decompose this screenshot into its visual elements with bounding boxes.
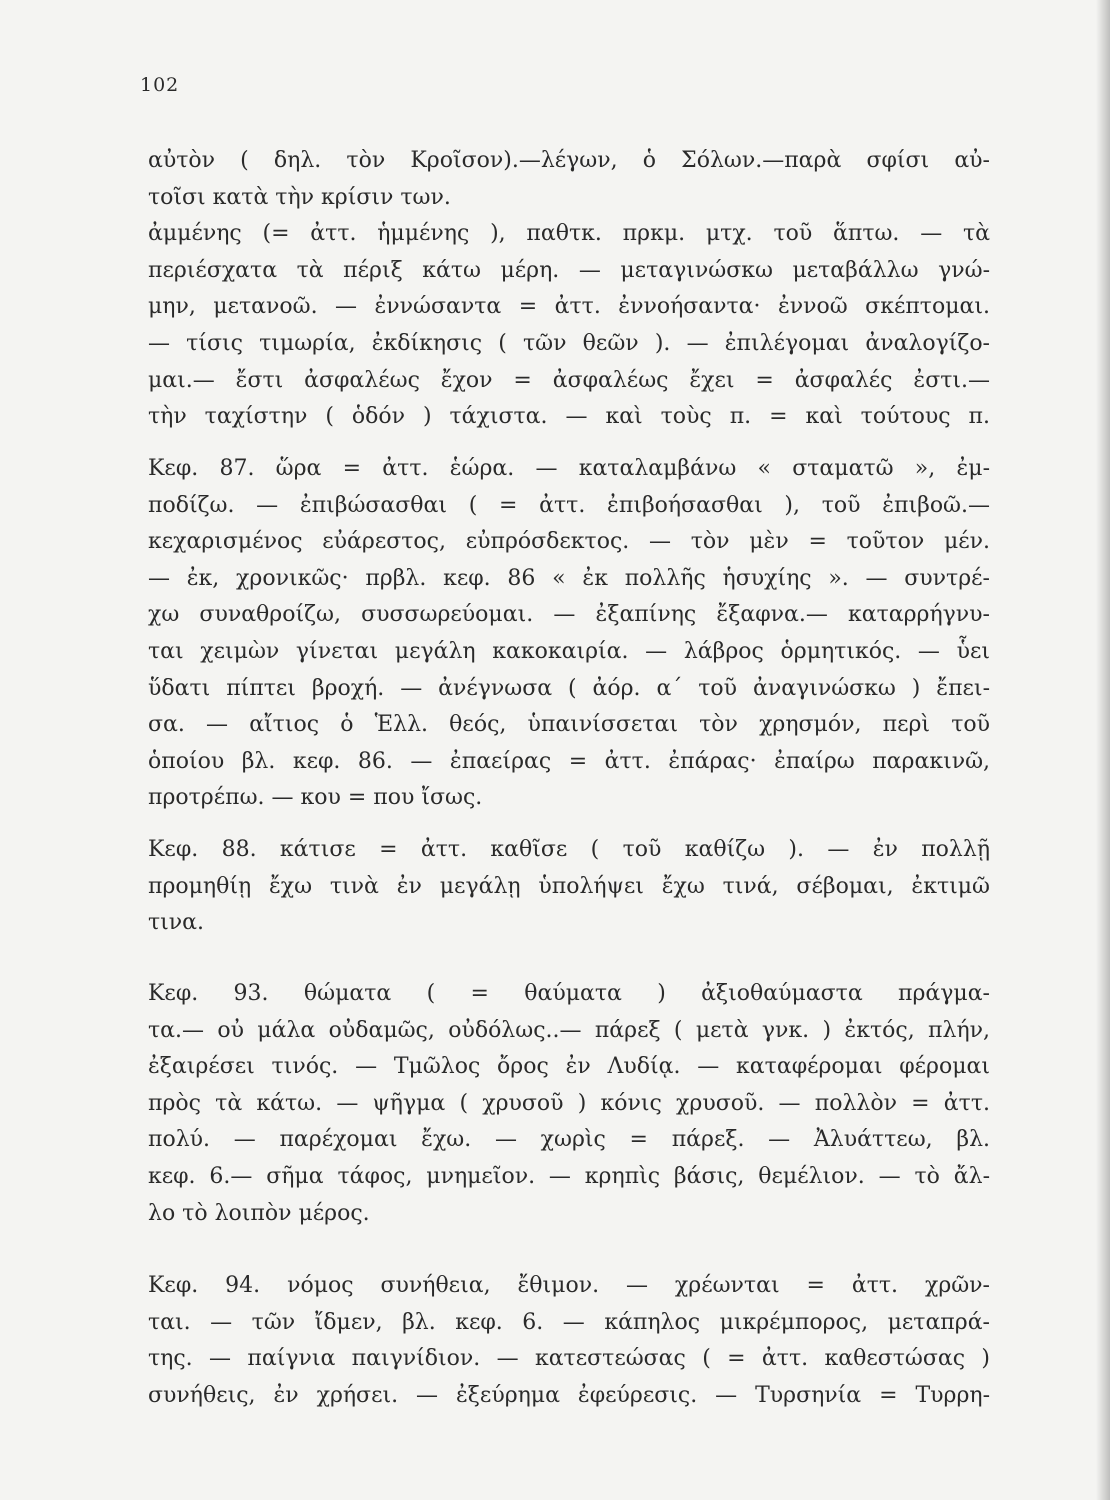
text-line: χω συναθροίζω, συσσωρεύομαι. — ἐξαπίνης ἔξαφνα.— καταρρήγνυ- <box>148 602 990 628</box>
text-line: μαι.— ἔστι ἀσφαλέως ἔχον = ἀσφαλέως ἔχει = ἀσφαλές ἐστι.— <box>148 367 990 393</box>
text-line: ται χειμὼν γίνεται μεγάλη κακοκαιρία. — λάβρος ὁρμητικός. — ὗει <box>148 638 990 664</box>
text-line: προτρέπω. — κου = που ἴσως. <box>148 785 483 811</box>
text-line: ἀμμένης (= ἀττ. ἡμμένης ), παθτκ. πρκμ. μτχ. τοῦ ἅπτω. — τὰ <box>148 221 990 247</box>
paragraph-chapter-87 <box>148 451 990 817</box>
text-line: πολύ. — παρέχομαι ἔχω. — χωρὶς = πάρεξ. — Ἀλυάττεω, βλ. <box>148 1127 990 1153</box>
text-line: σα. — αἴτιος ὁ Ἑλλ. θεός, ὑπαινίσσεται τὸν χρησμόν, περὶ τοῦ <box>148 712 990 738</box>
paragraph-1 <box>148 143 990 436</box>
text-line: περιέσχατα τὰ πέριξ κάτω μέρη. — μεταγινώσκω μεταβάλλω γνώ- <box>148 257 990 283</box>
text-line: ἐξαιρέσει τινός. — Τμῶλος ὄρος ἐν Λυδίᾳ. — καταφέρομαι φέρομαι <box>148 1054 990 1080</box>
text-line: της. — παίγνια παιγνίδιον. — κατεστεώσας ( = ἀττ. καθεστώσας ) <box>148 1346 990 1372</box>
text-line: κεφ. 6.— σῆμα τάφος, μνημεῖον. — κρηπὶς βάσις, θεμέλιον. — τὸ ἄλ- <box>148 1163 990 1189</box>
text-line: ὕδατι πίπτει βροχή. — ἀνέγνωσα ( ἀόρ. α΄ τοῦ ἀναγινώσκω ) ἔπει- <box>148 675 990 701</box>
text-line: Κεφ. 88. κάτισε = ἀττ. καθῖσε ( τοῦ καθίζω ). — ἐν πολλῇ <box>148 837 990 862</box>
text-line: κεχαρισμένος εὐάρεστος, εὐπρόσδεκτος. — τὸν μὲν = τοῦτον μέν. <box>148 529 990 555</box>
text-line: συνήθεις, ἐν χρήσει. — ἐξεύρημα ἐφεύρεσις. — Τυρσηνία = Τυρρη- <box>148 1382 990 1408</box>
text-line: αὐτὸν ( δηλ. τὸν Κροῖσον).—λέγων, ὁ Σόλων.—παρὰ σφίσι αὐ- <box>148 148 990 173</box>
text-line: Κεφ. 93. θώματα ( = θαύματα ) ἀξιοθαύμαστα πράγμα- <box>148 981 990 1006</box>
text-line: ποδίζω. — ἐπιβώσασθαι ( = ἀττ. ἐπιβοήσασθαι ), τοῦ ἐπιβοῶ.— <box>148 492 990 518</box>
page-edge-shadow <box>1096 0 1110 1500</box>
text-line: τινα. <box>148 910 205 936</box>
text-line: ὁποίου βλ. κεφ. 86. — ἐπαείρας = ἀττ. ἐπάρας· ἐπαίρω παρακινῶ, <box>148 748 990 774</box>
text-line: τα.— οὐ μάλα οὐδαμῶς, οὐδόλως..— πάρεξ ( μετὰ γνκ. ) ἐκτός, πλήν, <box>148 1017 990 1043</box>
text-line: Κεφ. 94. νόμος συνήθεια, ἔθιμον. — χρέωνται = ἀττ. χρῶν- <box>148 1273 990 1298</box>
page-number: 102 <box>140 74 180 96</box>
text-line: Κεφ. 87. ὥρα = ἀττ. ἑώρα. — καταλαμβάνω « σταματῶ », ἐμ- <box>148 456 990 481</box>
text-line: — τίσις τιμωρία, ἐκδίκησις ( τῶν θεῶν ). — ἐπιλέγομαι ἀναλογίζο- <box>148 330 990 356</box>
paragraph-chapter-94 <box>148 1268 990 1414</box>
text-line: ται. — τῶν ἴδμεν, βλ. κεφ. 6. — κάπηλος μικρέμπορος, μεταπρά- <box>148 1309 990 1335</box>
text-line: μην, μετανοῶ. — ἐννώσαντα = ἀττ. ἐννοήσαντα· ἐννοῶ σκέπτομαι. <box>148 294 990 320</box>
text-line: τὴν ταχίστην ( ὁδόν ) τάχιστα. — καὶ τοὺς π. = καὶ τούτους π. <box>148 404 990 430</box>
text-line: — ἐκ, χρονικῶς· πρβλ. κεφ. 86 « ἐκ πολλῆς ἡσυχίης ». — συντρέ- <box>148 565 990 591</box>
text-line: τοῖσι κατὰ τὴν κρίσιν των. <box>148 184 451 210</box>
text-line: προμηθίῃ ἔχω τινὰ ἐν μεγάλῃ ὑπολήψει ἔχω τινά, σέβομαι, ἐκτιμῶ <box>148 873 990 899</box>
text-line: λο τὸ λοιπὸν μέρος. <box>148 1200 370 1226</box>
text-line: πρὸς τὰ κάτω. — ψῆγμα ( χρυσοῦ ) κόνις χρυσοῦ. — πολλὸν = ἀττ. <box>148 1090 990 1116</box>
paragraph-chapter-88 <box>148 832 990 942</box>
paragraph-chapter-93 <box>148 976 990 1232</box>
